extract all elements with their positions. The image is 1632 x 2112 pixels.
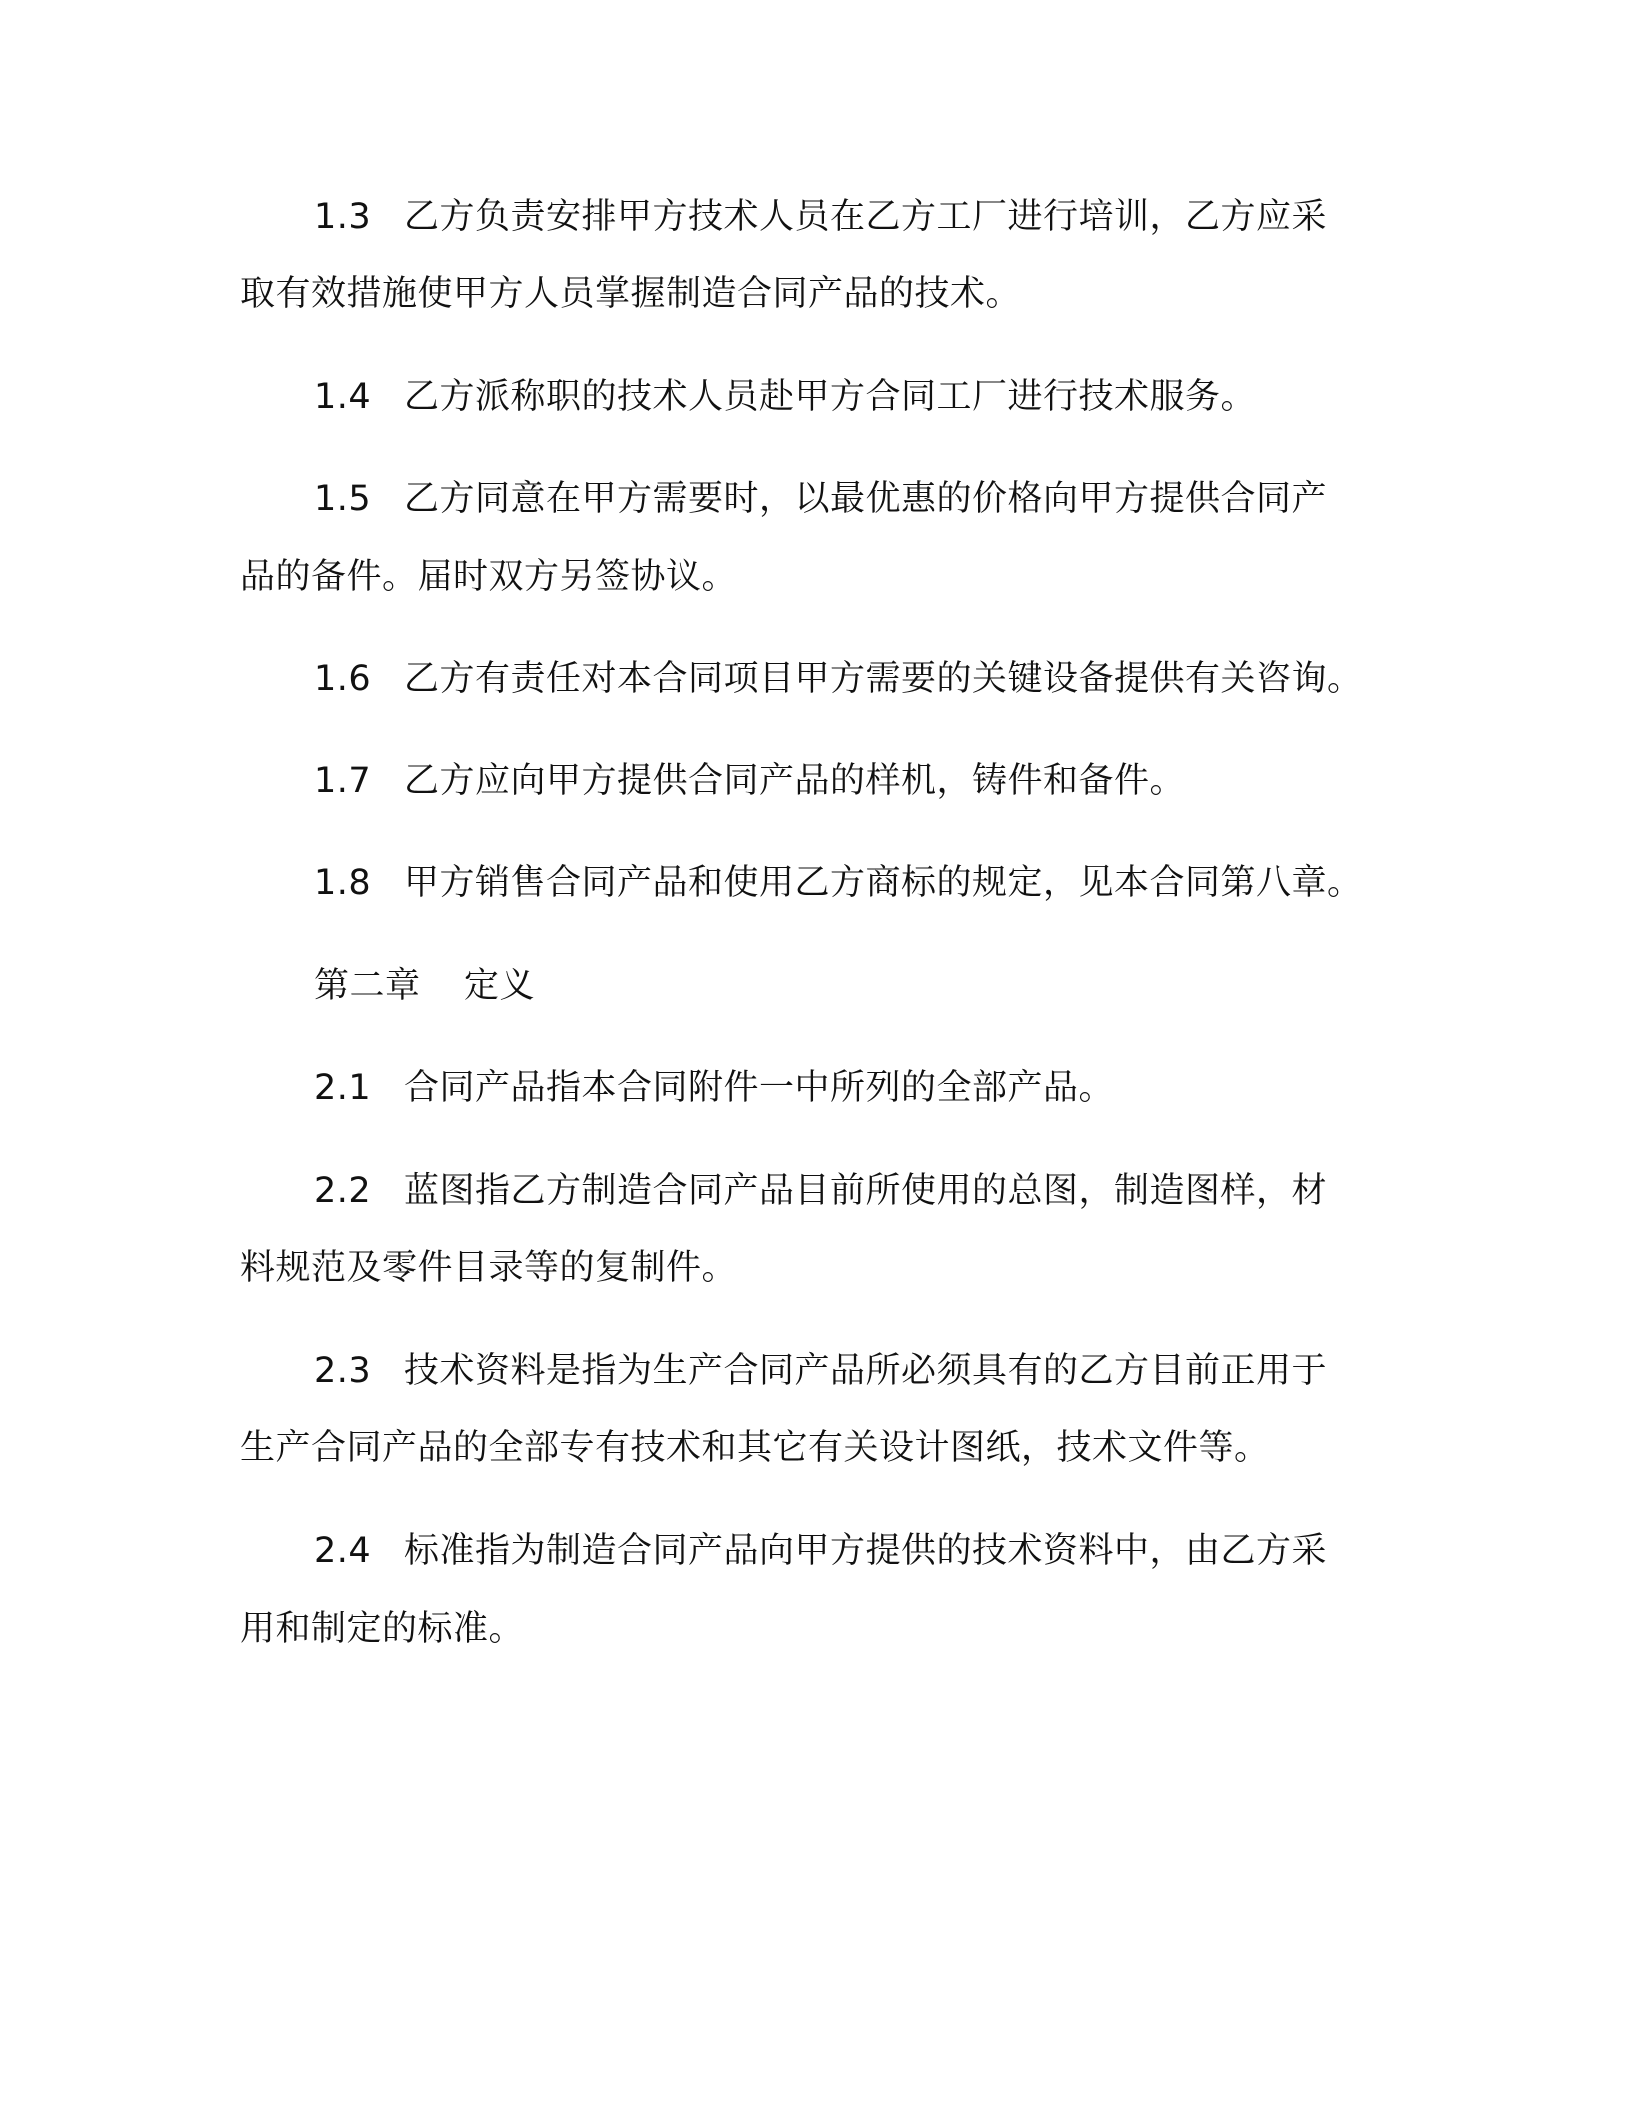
clause-2-2-line-2 (240, 1244, 737, 1292)
clause-1-8 (314, 859, 1363, 907)
clause-number: 2.1 (314, 1068, 372, 1108)
clause-2-1 (314, 1064, 1114, 1112)
chapter-label: 第二章 (314, 966, 421, 1006)
clause-text: 取有效措施使甲方人员掌握制造合同产品的技术。 (240, 274, 1022, 314)
chapter-heading (314, 962, 535, 1010)
clause-number: 1.3 (314, 197, 372, 237)
chapter-title: 定义 (464, 966, 536, 1006)
clause-1-4 (314, 373, 1256, 421)
clause-number: 2.3 (314, 1351, 372, 1391)
clause-number: 1.6 (314, 659, 372, 699)
clause-text: 乙方派称职的技术人员赴甲方合同工厂进行技术服务。 (404, 377, 1257, 417)
clause-1-5-line-2 (240, 553, 737, 601)
clause-2-2-line-1 (314, 1167, 1327, 1215)
clause-number: 2.4 (314, 1531, 372, 1571)
clause-text: 乙方负责安排甲方技术人员在乙方工厂进行培训，乙方应采 (404, 197, 1328, 237)
clause-text: 生产合同产品的全部专有技术和其它有关设计图纸，技术文件等。 (240, 1428, 1270, 1468)
clause-1-5-line-1 (314, 475, 1327, 523)
clause-number: 2.2 (314, 1171, 372, 1211)
clause-2-3-line-2 (240, 1424, 1270, 1472)
clause-text: 蓝图指乙方制造合同产品目前所使用的总图，制造图样，材 (404, 1171, 1328, 1211)
clause-text: 标准指为制造合同产品向甲方提供的技术资料中，由乙方采 (404, 1531, 1328, 1571)
clause-2-4-line-1 (314, 1527, 1327, 1575)
clause-text: 用和制定的标准。 (240, 1609, 525, 1649)
clause-text: 乙方同意在甲方需要时，以最优惠的价格向甲方提供合同产 (404, 479, 1328, 519)
clause-text: 品的备件。届时双方另签协议。 (240, 557, 738, 597)
clause-text: 料规范及零件目录等的复制件。 (240, 1248, 738, 1288)
clause-text: 合同产品指本合同附件一中所列的全部产品。 (404, 1068, 1115, 1108)
clause-1-3-line-1 (314, 193, 1327, 241)
clause-1-6 (314, 655, 1363, 703)
clause-number: 1.8 (314, 863, 372, 903)
clause-number: 1.4 (314, 377, 372, 417)
clause-number: 1.7 (314, 761, 372, 801)
clause-1-7 (314, 757, 1185, 805)
clause-text: 甲方销售合同产品和使用乙方商标的规定，见本合同第八章。 (404, 863, 1363, 903)
clause-text: 乙方应向甲方提供合同产品的样机，铸件和备件。 (404, 761, 1186, 801)
clause-text: 技术资料是指为生产合同产品所必须具有的乙方目前正用于 (404, 1351, 1328, 1391)
clause-number: 1.5 (314, 479, 372, 519)
clause-2-3-line-1 (314, 1347, 1327, 1395)
clause-2-4-line-2 (240, 1605, 524, 1653)
clause-1-3-line-2 (240, 270, 1021, 318)
clause-text: 乙方有责任对本合同项目甲方需要的关键设备提供有关咨询。 (404, 659, 1363, 699)
